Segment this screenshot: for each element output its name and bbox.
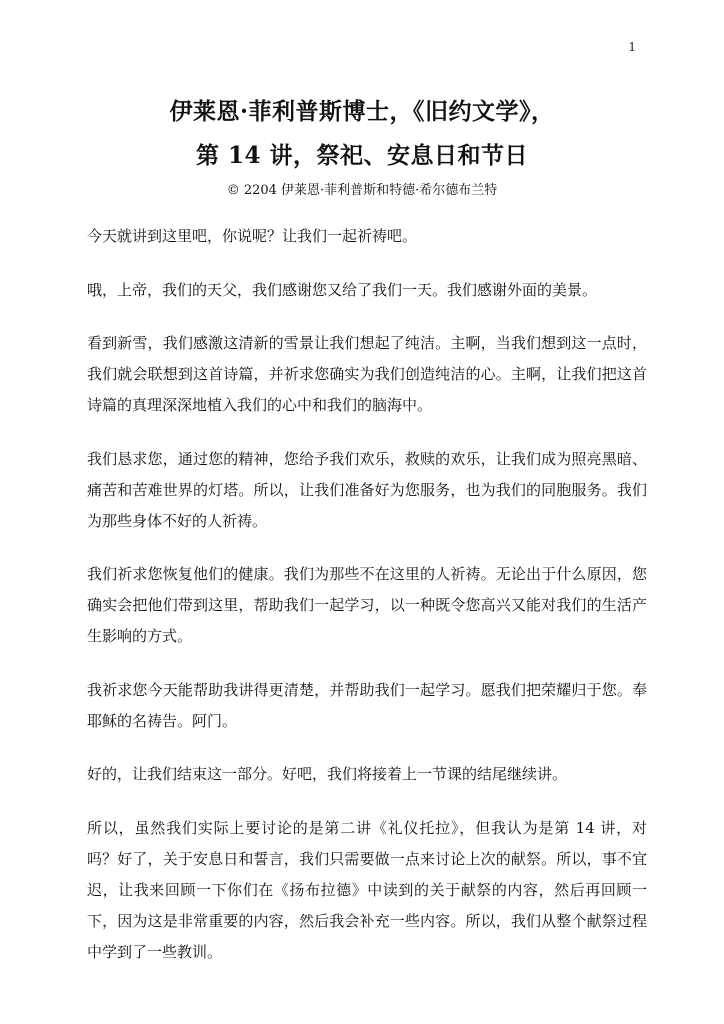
paragraph: 我们恳求您，通过您的精神，您给予我们欢乐，救赎的欢乐，让我们成为照亮黑暗、痛苦和苦难世界的灯塔。所以，让我们准备好为您服务，也为我们的同胞服务。我们为那些身体不好的人祈祷。 [87,449,647,530]
title-line-1: 伊莱恩·菲利普斯博士，《旧约文学》， [169,98,555,125]
paragraph: 哦，上帝，我们的天父，我们感谢您又给了我们一天。我们感谢外面的美景。 [87,280,598,299]
body-text [87,221,647,990]
paragraph: 我们祈求您恢复他们的健康。我们为那些不在这里的人祈祷。无论出于什么原因，您确实会把他们带到这里，帮助我们一起学习，以一种既令您高兴又能对我们的生活产生影响的方式。 [87,565,647,645]
paragraph: 所以，虽然我们实际上要讨论的是第二讲《礼仪托拉》，但我认为是第 14 讲，对吗？好了，关于安息日和誓言，我们只需要做一点来讨论上次的献祭。所以，事不宜迟，让我来回顾一下你们在《扬布拉德》中读到的关于献祭的内容，然后再回顾一下，因为这是非常重要的内容，然后我会补充一些内容。所以，我们从整个献祭过程中学到了一些教训。 [87,818,647,961]
paragraph: 今天就讲到这里吧，你说呢？让我们一起祈祷吧。 [87,227,418,245]
paragraph: 我祈求您今天能帮助我讲得更清楚，并帮助我们一起学习。愿我们把荣耀归于您。奉耶稣的名祷告。阿门。 [87,680,647,730]
page-number: 1 [628,40,636,54]
paragraph: 好的，让我们结束这一部分。好吧，我们将接着上一节课的结尾继续讲。 [87,765,568,783]
paragraph: 看到新雪，我们感激这清新的雪景让我们想起了纯洁。主啊，当我们想到这一点时，我们就会联想到这首诗篇，并祈求您确实为我们创造纯洁的心。主啊，让我们把这首诗篇的真理深深地植入我们的心中和我们的脑海中。 [87,334,647,414]
title-line-2: 第 14 讲，祭祀、安息日和节日 [195,142,529,169]
copyright-notice: © 2204 伊莱恩·菲利普斯和特德·希尔德布兰特 [226,183,498,198]
